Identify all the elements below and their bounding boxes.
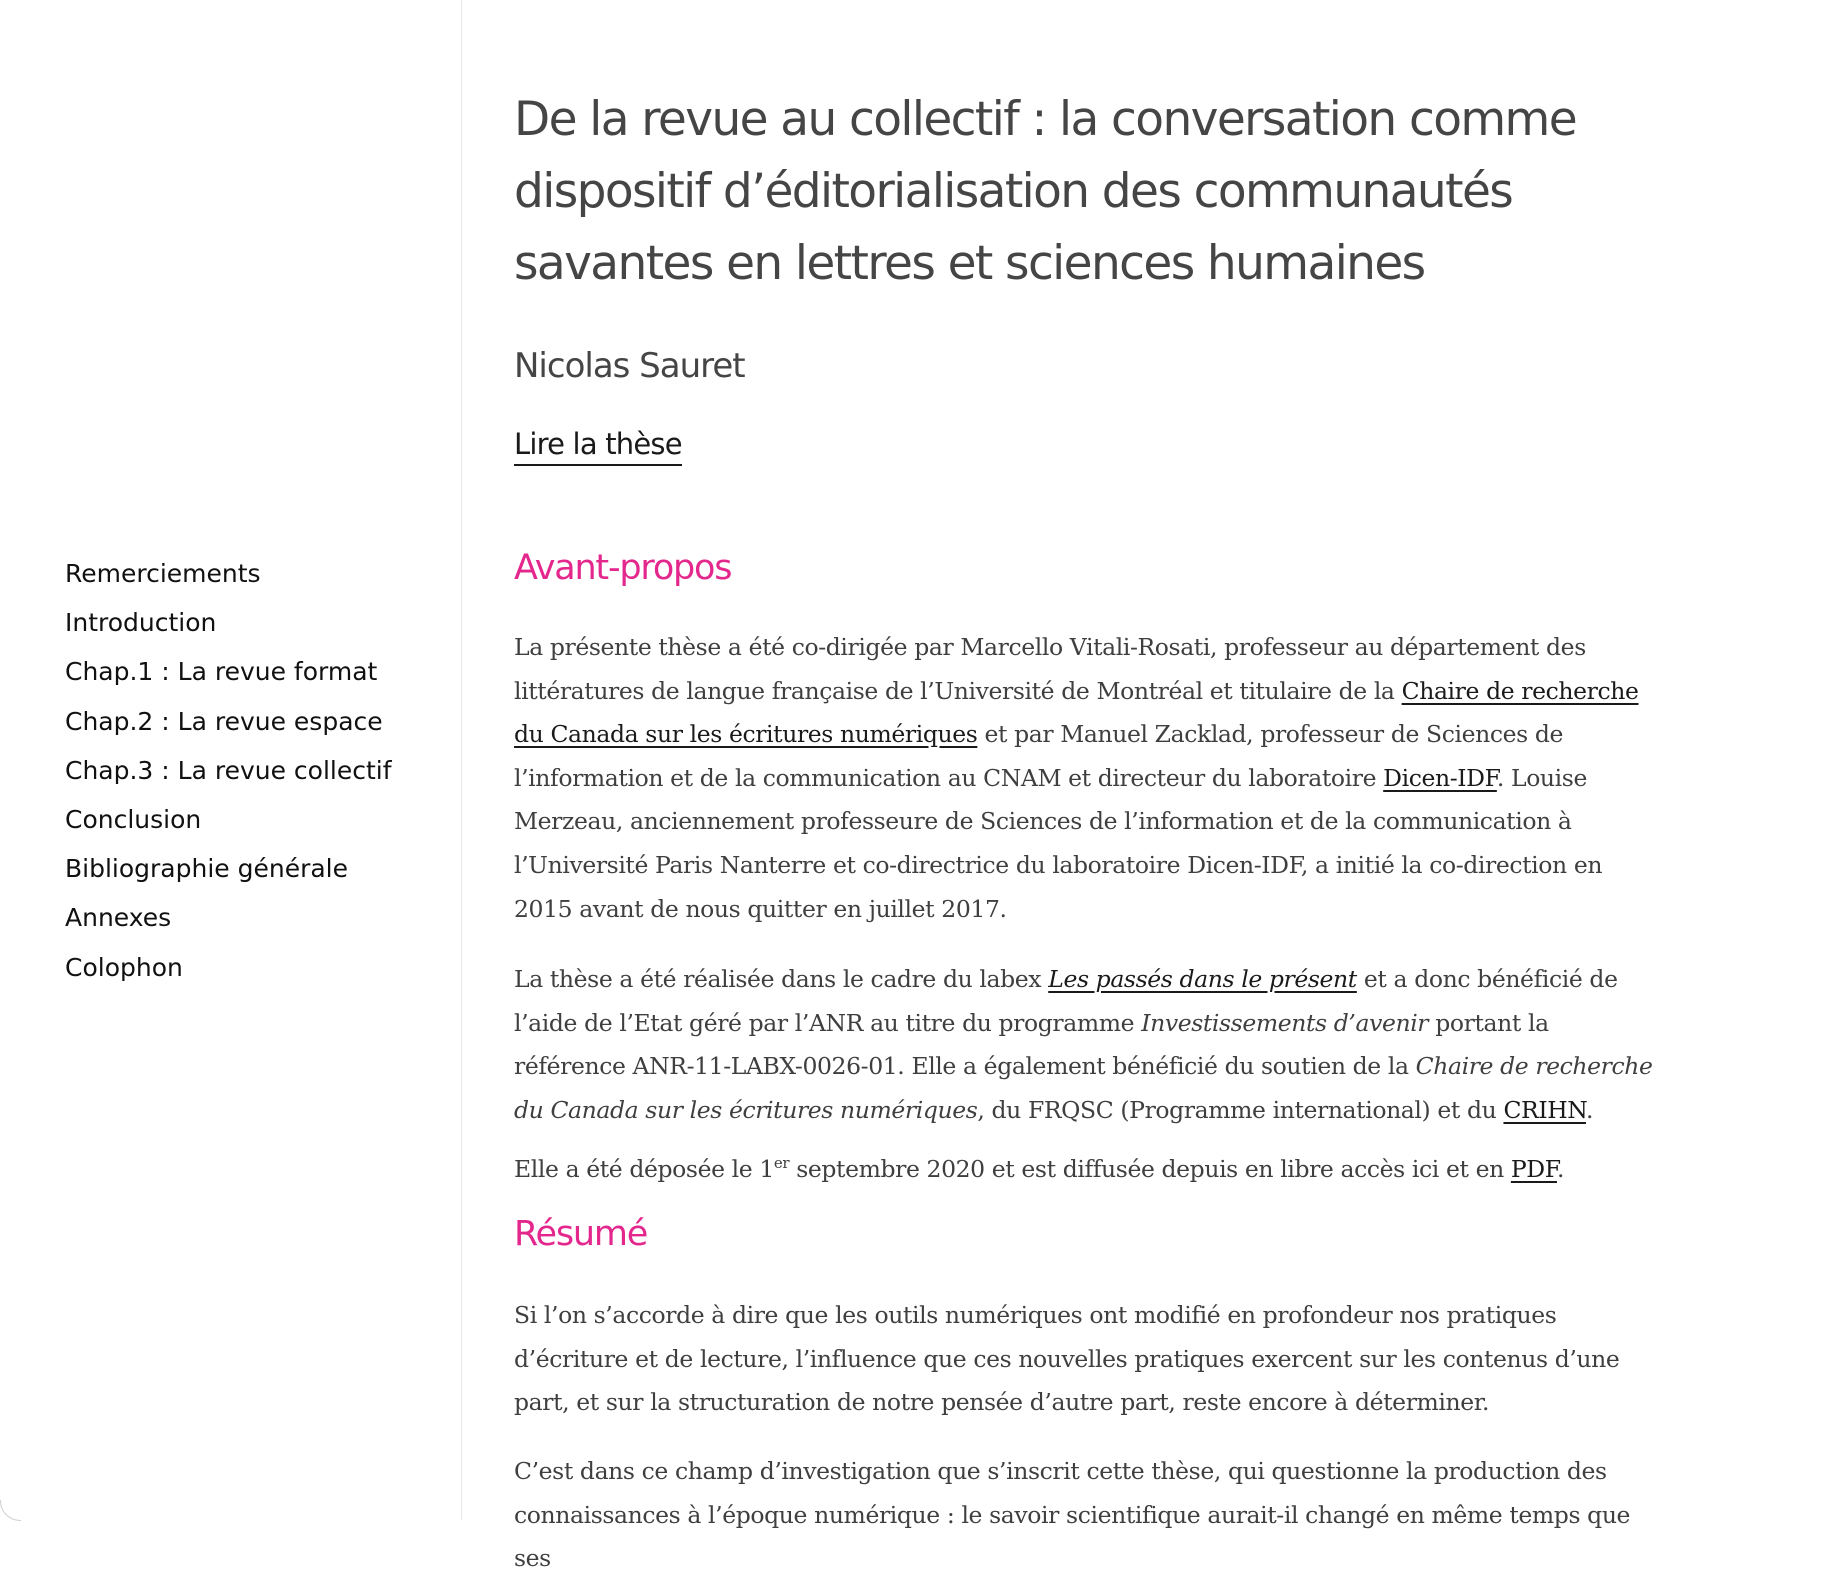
toc-item-conclusion	[65, 800, 392, 849]
pdf-link[interactable]: PDF	[1510, 1155, 1557, 1183]
toc-item-annexes	[65, 898, 392, 947]
toc-link-introduction[interactable]: Introduction	[65, 608, 217, 638]
toc-link-chap1[interactable]: Chap.1 : La revue format	[65, 657, 378, 687]
toc-link-remerciements[interactable]: Remerciements	[65, 559, 261, 588]
dicen-idf-link[interactable]: Dicen-IDF	[1383, 763, 1497, 792]
labex-link-text: Les passés dans le présent	[1048, 965, 1357, 993]
toc-item-introduction	[65, 603, 392, 652]
avant-propos-paragraph-1	[514, 626, 1654, 931]
text-span: La thèse a été réalisée dans le cadre du labex	[514, 965, 1049, 993]
text-span: septembre 2020 et est diffusée depuis en libre accès ici et en	[789, 1155, 1511, 1183]
text-span: et a donc bénéficié de l’aide de l’Etat géré par l’ANR au titre du programme	[514, 965, 1618, 1037]
labex-link[interactable]	[1048, 965, 1357, 993]
author-name: Nicolas Sauret	[514, 346, 745, 386]
text-span: . Louise Merzeau, anciennement professeure de Sciences de l’information et de la communication à l’Université Paris Nanterre et co-directrice du laboratoire Dicen-IDF, a initié la co-direction en 2015 avant de nous quitter en juillet 2017.	[514, 763, 1603, 923]
text-span: La présente thèse a été co-dirigée par Marcello Vitali-Rosati, professeur au département des littératures de langue française de l’Université de Montréal et titulaire de la	[514, 633, 1586, 705]
text-span: .	[1585, 1095, 1594, 1124]
crihn-link[interactable]: CRIHN	[1503, 1095, 1586, 1124]
toc-item-chap1	[65, 652, 392, 701]
text-span: .	[1556, 1155, 1565, 1183]
toc-item-chap3	[65, 751, 392, 800]
avant-propos-paragraph-3	[514, 1148, 1654, 1192]
italic-text: Chaire de recherche du Canada sur les écritures numériques	[514, 1052, 1653, 1124]
italic-text: Investissements d’avenir	[1141, 1008, 1429, 1037]
read-thesis-link[interactable]: Lire la thèse	[514, 424, 682, 466]
text-span: , du FRQSC (Programme international) et du	[977, 1095, 1504, 1124]
text-span: portant la référence ANR-11-LABX-0026-01. Elle a également bénéficié du soutien de la	[514, 1008, 1549, 1081]
chaire-link[interactable]: Chaire de recherche du Canada sur les écritures numériques	[514, 676, 1639, 749]
toc-item-bibliographie	[65, 849, 392, 898]
toc-link-chap3[interactable]: Chap.3 : La revue collectif	[65, 755, 392, 785]
toc-item-remerciements	[65, 554, 392, 603]
avant-propos-paragraph-2	[514, 958, 1654, 1132]
toc-link-colophon[interactable]: Colophon	[65, 952, 183, 982]
avant-propos-heading: Avant-propos	[514, 548, 732, 588]
toc-link-chap2[interactable]: Chap.2 : La revue espace	[65, 706, 383, 736]
toc-link-annexes[interactable]: Annexes	[65, 903, 172, 933]
resume-paragraph-2: C’est dans ce champ d’investigation que s’inscrit cette thèse, qui questionne la production des connaissances à l’époque numérique : le savoir scientifique aurait-il changé en même temps que ses	[514, 1457, 1631, 1573]
toc-link-bibliographie[interactable]: Bibliographie générale	[65, 854, 349, 884]
resume-heading: Résumé	[514, 1214, 648, 1254]
page-title: De la revue au collectif : la conversation comme dispositif d’éditorialisation des communautés savantes en lettres et sciences humaines	[514, 92, 1577, 291]
toc-link-conclusion[interactable]: Conclusion	[65, 804, 202, 834]
toc-item-chap2	[65, 702, 392, 751]
sidebar	[0, 0, 462, 1520]
toc-item-colophon	[65, 948, 392, 997]
resume-paragraph-1: Si l’on s’accorde à dire que les outils numériques ont modifié en profondeur nos pratiques d’écriture et de lecture, l’influence que ces nouvelles pratiques exercent sur les contenus d’une part, et sur la structuration de notre pensée d’autre part, reste encore à déterminer.	[514, 1301, 1620, 1417]
text-span: et par Manuel Zacklad, professeur de Sciences de l’information et de la communication au CNAM et directeur du laboratoire	[514, 720, 1564, 792]
text-span: Elle a été déposée le 1	[514, 1155, 774, 1183]
superscript: er	[773, 1154, 790, 1173]
table-of-contents	[65, 554, 392, 997]
